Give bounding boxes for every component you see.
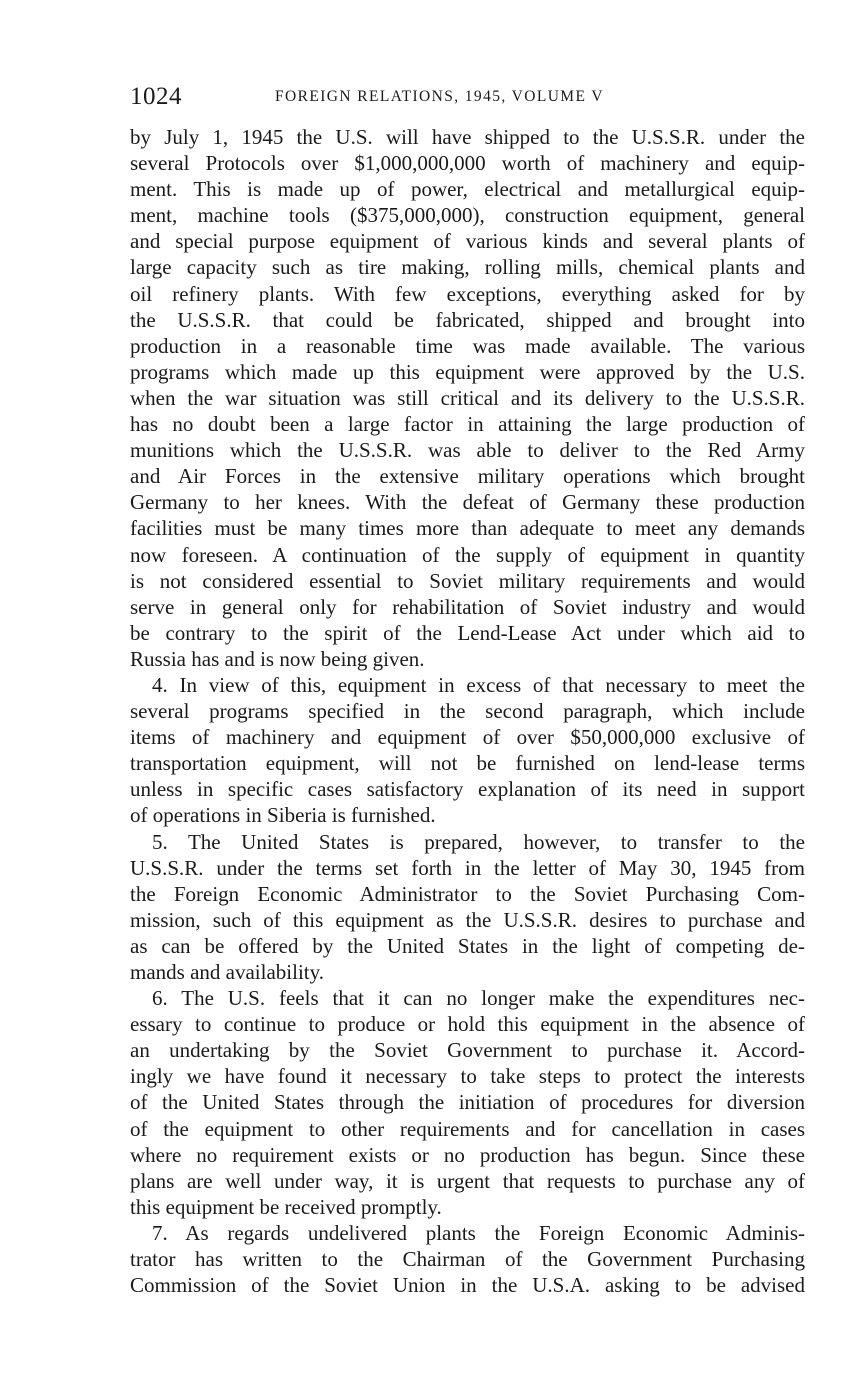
text-line: 7. As regards undelivered plants the Foreign Economic Adminis- [152,1220,805,1245]
document-body [130,124,805,1298]
text-line: where no requirement exists or no production has begun. Since these [130,1142,805,1167]
text-line: mands and availability. [130,960,325,984]
text-line: by July 1, 1945 the U.S. will have shipped to the U.S.S.R. under the [130,125,805,149]
text-line: unless in specific cases satisfactory explanation of its need in support [130,777,805,802]
text-line: is not considered essential to Soviet military requirements and would [130,568,805,593]
text-line: Germany to her knees. With the defeat of Germany these production [130,490,805,515]
text-line: several programs specified in the second paragraph, which include [130,699,805,724]
text-line: programs which made up this equipment were approved by the U.S. [130,359,805,384]
text-line: items of machinery and equipment of over $50,000,000 exclusive of [130,725,805,750]
text-line: munitions which the U.S.S.R. was able to deliver to the Red Army [130,438,805,463]
running-head: FOREIGN RELATIONS, 1945, VOLUME V [275,88,604,105]
page-number: 1024 [130,83,182,110]
text-line: has no doubt been a large factor in attaining the large production of [130,412,805,437]
text-line: of operations in Siberia is furnished. [130,803,436,828]
text-line: this equipment be received promptly. [130,1194,442,1219]
paragraph-6 [130,985,805,1220]
text-line: mission, such of this equipment as the U.S.S.R. desires to purchase and [130,907,805,932]
paragraph-4 [130,672,805,829]
text-line: production in a reasonable time was made available. The various [130,333,805,358]
text-line: facilities must be many times more than adequate to meet any demands [130,516,805,541]
text-line: U.S.S.R. under the terms set forth in the letter of May 30, 1945 from [130,855,805,880]
text-line: of the equipment to other requirements and for cancellation in cases [130,1116,805,1141]
text-line: as can be offered by the United States in the light of competing de- [130,933,805,958]
text-line: an undertaking by the Soviet Government to purchase it. Accord- [130,1038,805,1063]
text-line: plans are well under way, it is urgent that requests to purchase any of [130,1168,805,1193]
text-line: when the war situation was still critical and its delivery to the U.S.S.R. [130,385,805,410]
text-line: be contrary to the spirit of the Lend-Lease Act under which aid to [130,620,805,645]
text-line: and Air Forces in the extensive military operations which brought [130,464,805,489]
text-line: ment. This is made up of power, electrical and metallurgical equip- [130,177,805,202]
text-line: of the United States through the initiation of procedures for diversion [130,1090,805,1115]
text-line: several Protocols over $1,000,000,000 worth of machinery and equip- [130,151,805,176]
text-line: ment, machine tools ($375,000,000), construction equipment, general [130,203,805,228]
text-line: ingly we have found it necessary to take steps to protect the interests [130,1064,805,1089]
text-line: large capacity such as tire making, rolling mills, chemical plants and [130,255,805,280]
text-line: Russia has and is now being given. [130,646,425,671]
paragraph-7 [130,1220,805,1298]
page-header [130,82,805,112]
text-line: 4. In view of this, equipment in excess of that necessary to meet the [152,672,805,697]
text-line: the U.S.S.R. that could be fabricated, shipped and brought into [130,307,805,332]
text-line: transportation equipment, will not be furnished on lend-lease terms [130,751,805,776]
text-line: now foreseen. A continuation of the supply of equipment in quantity [130,542,805,567]
text-line: 5. The United States is prepared, however, to transfer to the [152,829,805,854]
text-line: the Foreign Economic Administrator to the Soviet Purchasing Com- [130,881,805,906]
text-line: 6. The U.S. feels that it can no longer make the expenditures nec- [152,986,805,1011]
text-line: trator has written to the Chairman of the Government Purchasing [130,1247,805,1272]
text-line: and special purpose equipment of various kinds and several plants of [130,229,805,254]
paragraph-5 [130,829,805,986]
paragraph-continuation [130,124,805,672]
text-line: oil refinery plants. With few exceptions, everything asked for by [130,281,805,306]
text-line: Commission of the Soviet Union in the U.S.A. asking to be advised [130,1273,805,1298]
text-line: essary to continue to produce or hold this equipment in the absence of [130,1012,805,1037]
text-line: serve in general only for rehabilitation of Soviet industry and would [130,594,805,619]
